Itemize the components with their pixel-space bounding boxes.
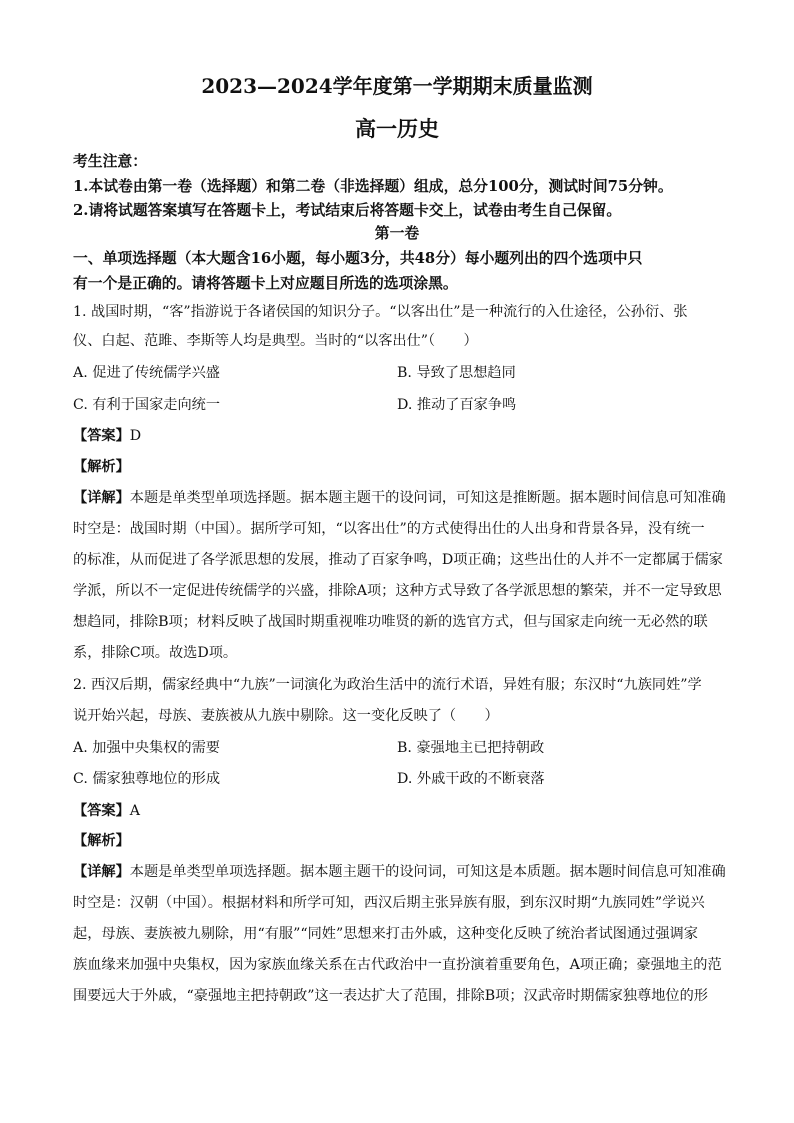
q1-answer: [73, 425, 733, 445]
volume-heading: 第一卷: [374, 225, 420, 242]
q2-detail-line-5: 围要远大于外戚，“豪强地主把持朝政”这一表达扩大了范围，排除B项；汉武帝时期儒家独尊地位的形: [73, 988, 708, 1004]
notice-item-1: 1.本试卷由第一卷（选择题）和第二卷（非选择题）组成，总分100分，测试时间75分钟。: [73, 178, 673, 195]
q2-detail-line-1: [73, 861, 733, 881]
q1-analysis-tag: 【解析】: [73, 459, 130, 475]
q2-option-a: A. 加强中央集权的需要: [73, 740, 220, 756]
notice-heading: 考生注意：: [73, 153, 147, 170]
q2-answer-tag: 【答案】: [73, 803, 130, 819]
q2-answer: [73, 800, 733, 820]
exam-subtitle: 高一历史: [355, 116, 439, 141]
q2-detail-text-1: 本题是单类型单项选择题。据本题主题干的设问词，可知这是本质题。据本题时间信息可知准确: [129, 864, 726, 880]
notice-item-2: 2.请将试题答案填写在答题卡上，考试结束后将答题卡交上，试卷由考生自己保留。: [73, 202, 622, 219]
section-heading-line-2: 有一个是正确的。请将答题卡上对应题目所选的选项涂黑。: [73, 275, 458, 292]
q1-detail-line-2: 时空是：战国时期（中国）。据所学可知，“以客出仕”的方式使得出仕的人出身和背景各异，没有统一: [73, 521, 705, 537]
q1-option-b: B. 导致了思想趋同: [397, 365, 516, 381]
q1-detail-line-5: 想趋同，排除B项；材料反映了战国时期重视唯功唯贤的新的选官方式，但与国家走向统一无必然的联: [73, 614, 708, 630]
q1-option-d: D. 推动了百家争鸣: [397, 397, 517, 413]
q1-detail-line-4: 学派，所以不一定促进传统儒学的兴盛，排除A项；这种方式导致了各学派思想的繁荣，并不一定导致思: [73, 583, 722, 599]
q1-detail-line-1: [73, 487, 733, 507]
q2-stem-line-2: 说开始兴起，母族、妻族被从九族中剔除。这一变化反映了（ ）: [73, 708, 499, 724]
q2-detail-tag: 【详解】: [73, 864, 130, 880]
q1-detail-line-6: 系，排除C项。故选D项。: [73, 645, 238, 661]
q1-answer-tag: 【答案】: [73, 428, 130, 444]
q2-option-b: B. 豪强地主已把持朝政: [397, 740, 545, 756]
q2-analysis-tag: 【解析】: [73, 833, 130, 849]
exam-title: 2023—2024学年度第一学期期末质量监测: [201, 74, 593, 98]
q1-detail-tag: 【详解】: [73, 490, 130, 506]
q1-stem-line-2: 仪、白起、范雎、李斯等人均是典型。当时的“以客出仕”（ ）: [73, 333, 478, 349]
q2-option-d: D. 外戚干政的不断衰落: [397, 771, 545, 787]
q1-detail-text-1: 本题是单类型单项选择题。据本题主题干的设问词，可知这是推断题。据本题时间信息可知准确: [129, 490, 726, 506]
q2-detail-line-4: 族血缘来加强中央集权，因为家族血缘关系在古代政治中一直扮演着重要角色，A项正确；豪强地主的范: [73, 957, 722, 973]
q2-option-c: C. 儒家独尊地位的形成: [73, 771, 221, 787]
q2-analysis: [73, 830, 733, 850]
section-heading-line-1: 一、单项选择题（本大题含16小题，每小题3分，共48分）每小题列出的四个选项中只: [73, 250, 643, 267]
q1-answer-value: D: [129, 428, 142, 444]
q2-answer-value: A: [129, 803, 141, 819]
q2-stem-line-1: 2. 西汉后期，儒家经典中“九族”一词演化为政治生活中的流行术语，异姓有服；东汉时“九族同姓”学: [73, 677, 702, 693]
q1-detail-line-3: 的标准，从而促进了各学派思想的发展，推动了百家争鸣，D项正确；这些出仕的人并不一定都属于儒家: [73, 552, 723, 568]
q1-option-c: C. 有利于国家走向统一: [73, 397, 221, 413]
q2-detail-line-3: 起，母族、妻族被九剔除，用“有服”“同姓”思想来打击外戚，这种变化反映了统治者试图通过强调家: [73, 926, 698, 942]
q1-option-a: A. 促进了传统儒学兴盛: [73, 365, 220, 381]
q2-detail-line-2: 时空是：汉朝（中国）。根据材料和所学可知，西汉后期主张异族有服，到东汉时期“九族同姓”学说兴: [73, 895, 705, 911]
q1-stem-line-1: 1. 战国时期，“客”指游说于各诸侯国的知识分子。“以客出仕”是一种流行的入仕途径，公孙衍、张: [73, 304, 688, 320]
q1-analysis: [73, 456, 733, 476]
